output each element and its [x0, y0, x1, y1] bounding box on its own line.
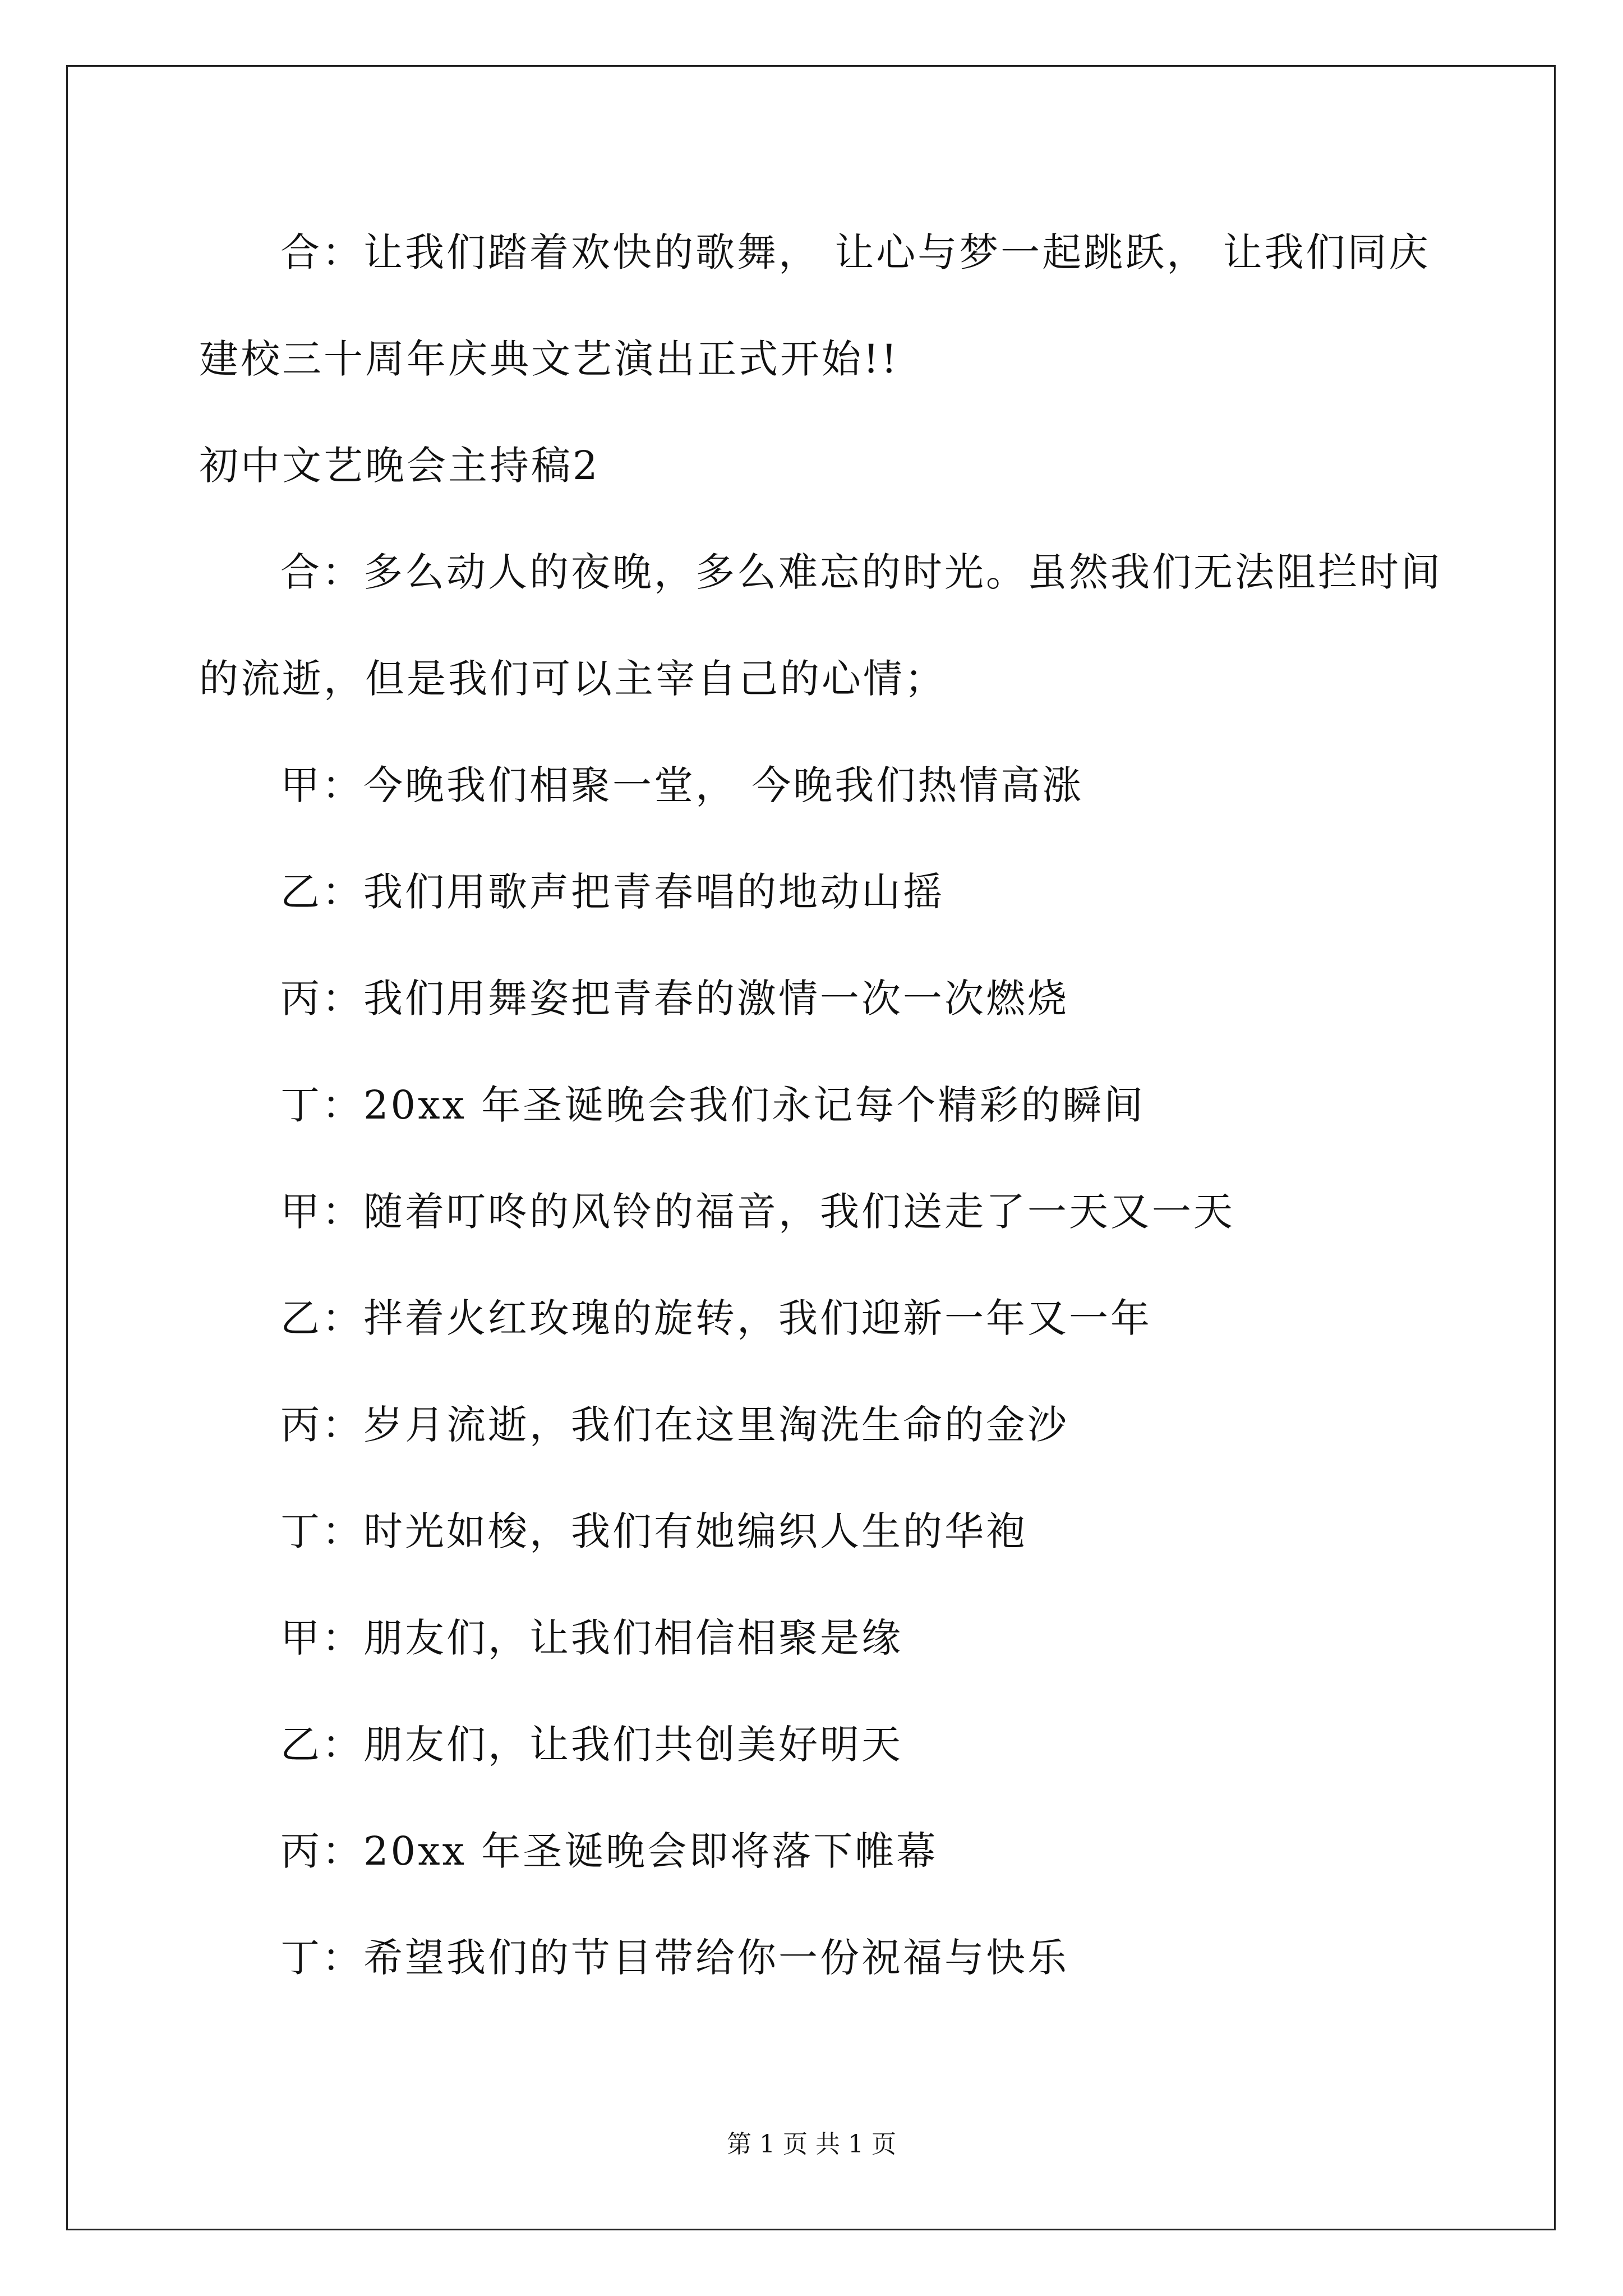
paragraph-line: 合：让我们踏着欢快的歌舞， 让心与梦一起跳跃， 让我们同庆 [280, 229, 1431, 275]
dialogue-line: 甲：今晚我们相聚一堂， 今晚我们热情高涨 [280, 762, 1084, 808]
dialogue-line: 甲：随着叮咚的风铃的福音，我们送走了一天又一天 [280, 1189, 1235, 1235]
dialogue-line: 丙：我们用舞姿把青春的激情一次一次燃烧 [280, 976, 1069, 1022]
dialogue-line: 丙：岁月流逝，我们在这里淘洗生命的金沙 [280, 1402, 1069, 1448]
dialogue-line: 甲：朋友们，让我们相信相聚是缘 [280, 1615, 903, 1661]
section-title: 初中文艺晚会主持稿2 [199, 443, 600, 489]
dialogue-line: 乙：拌着火红玫瑰的旋转，我们迎新一年又一年 [280, 1295, 1152, 1341]
dialogue-line: 乙：朋友们，让我们共创美好明天 [280, 1722, 903, 1768]
dialogue-line: 乙：我们用歌声把青春唱的地动山摇 [280, 869, 944, 915]
paragraph-line: 的流逝，但是我们可以主宰自己的心情； [199, 656, 946, 702]
dialogue-line: 丁：希望我们的节目带给你一份祝福与快乐 [280, 1935, 1069, 1981]
paragraph-line: 建校三十周年庆典文艺演出正式开始!! [199, 336, 900, 382]
dialogue-line: 丁：20xx 年圣诞晚会我们永记每个精彩的瞬间 [280, 1082, 1146, 1128]
paragraph-line: 合：多么动人的夜晚，多么难忘的时光。虽然我们无法阻拦时间 [280, 549, 1442, 595]
page-border [66, 65, 1556, 2230]
dialogue-line: 丙：20xx 年圣诞晚会即将落下帷幕 [280, 1828, 938, 1874]
page-number-footer: 第 1 页 共 1 页 [727, 2130, 896, 2159]
dialogue-line: 丁：时光如梭，我们有她编织人生的华袍 [280, 1508, 1027, 1554]
